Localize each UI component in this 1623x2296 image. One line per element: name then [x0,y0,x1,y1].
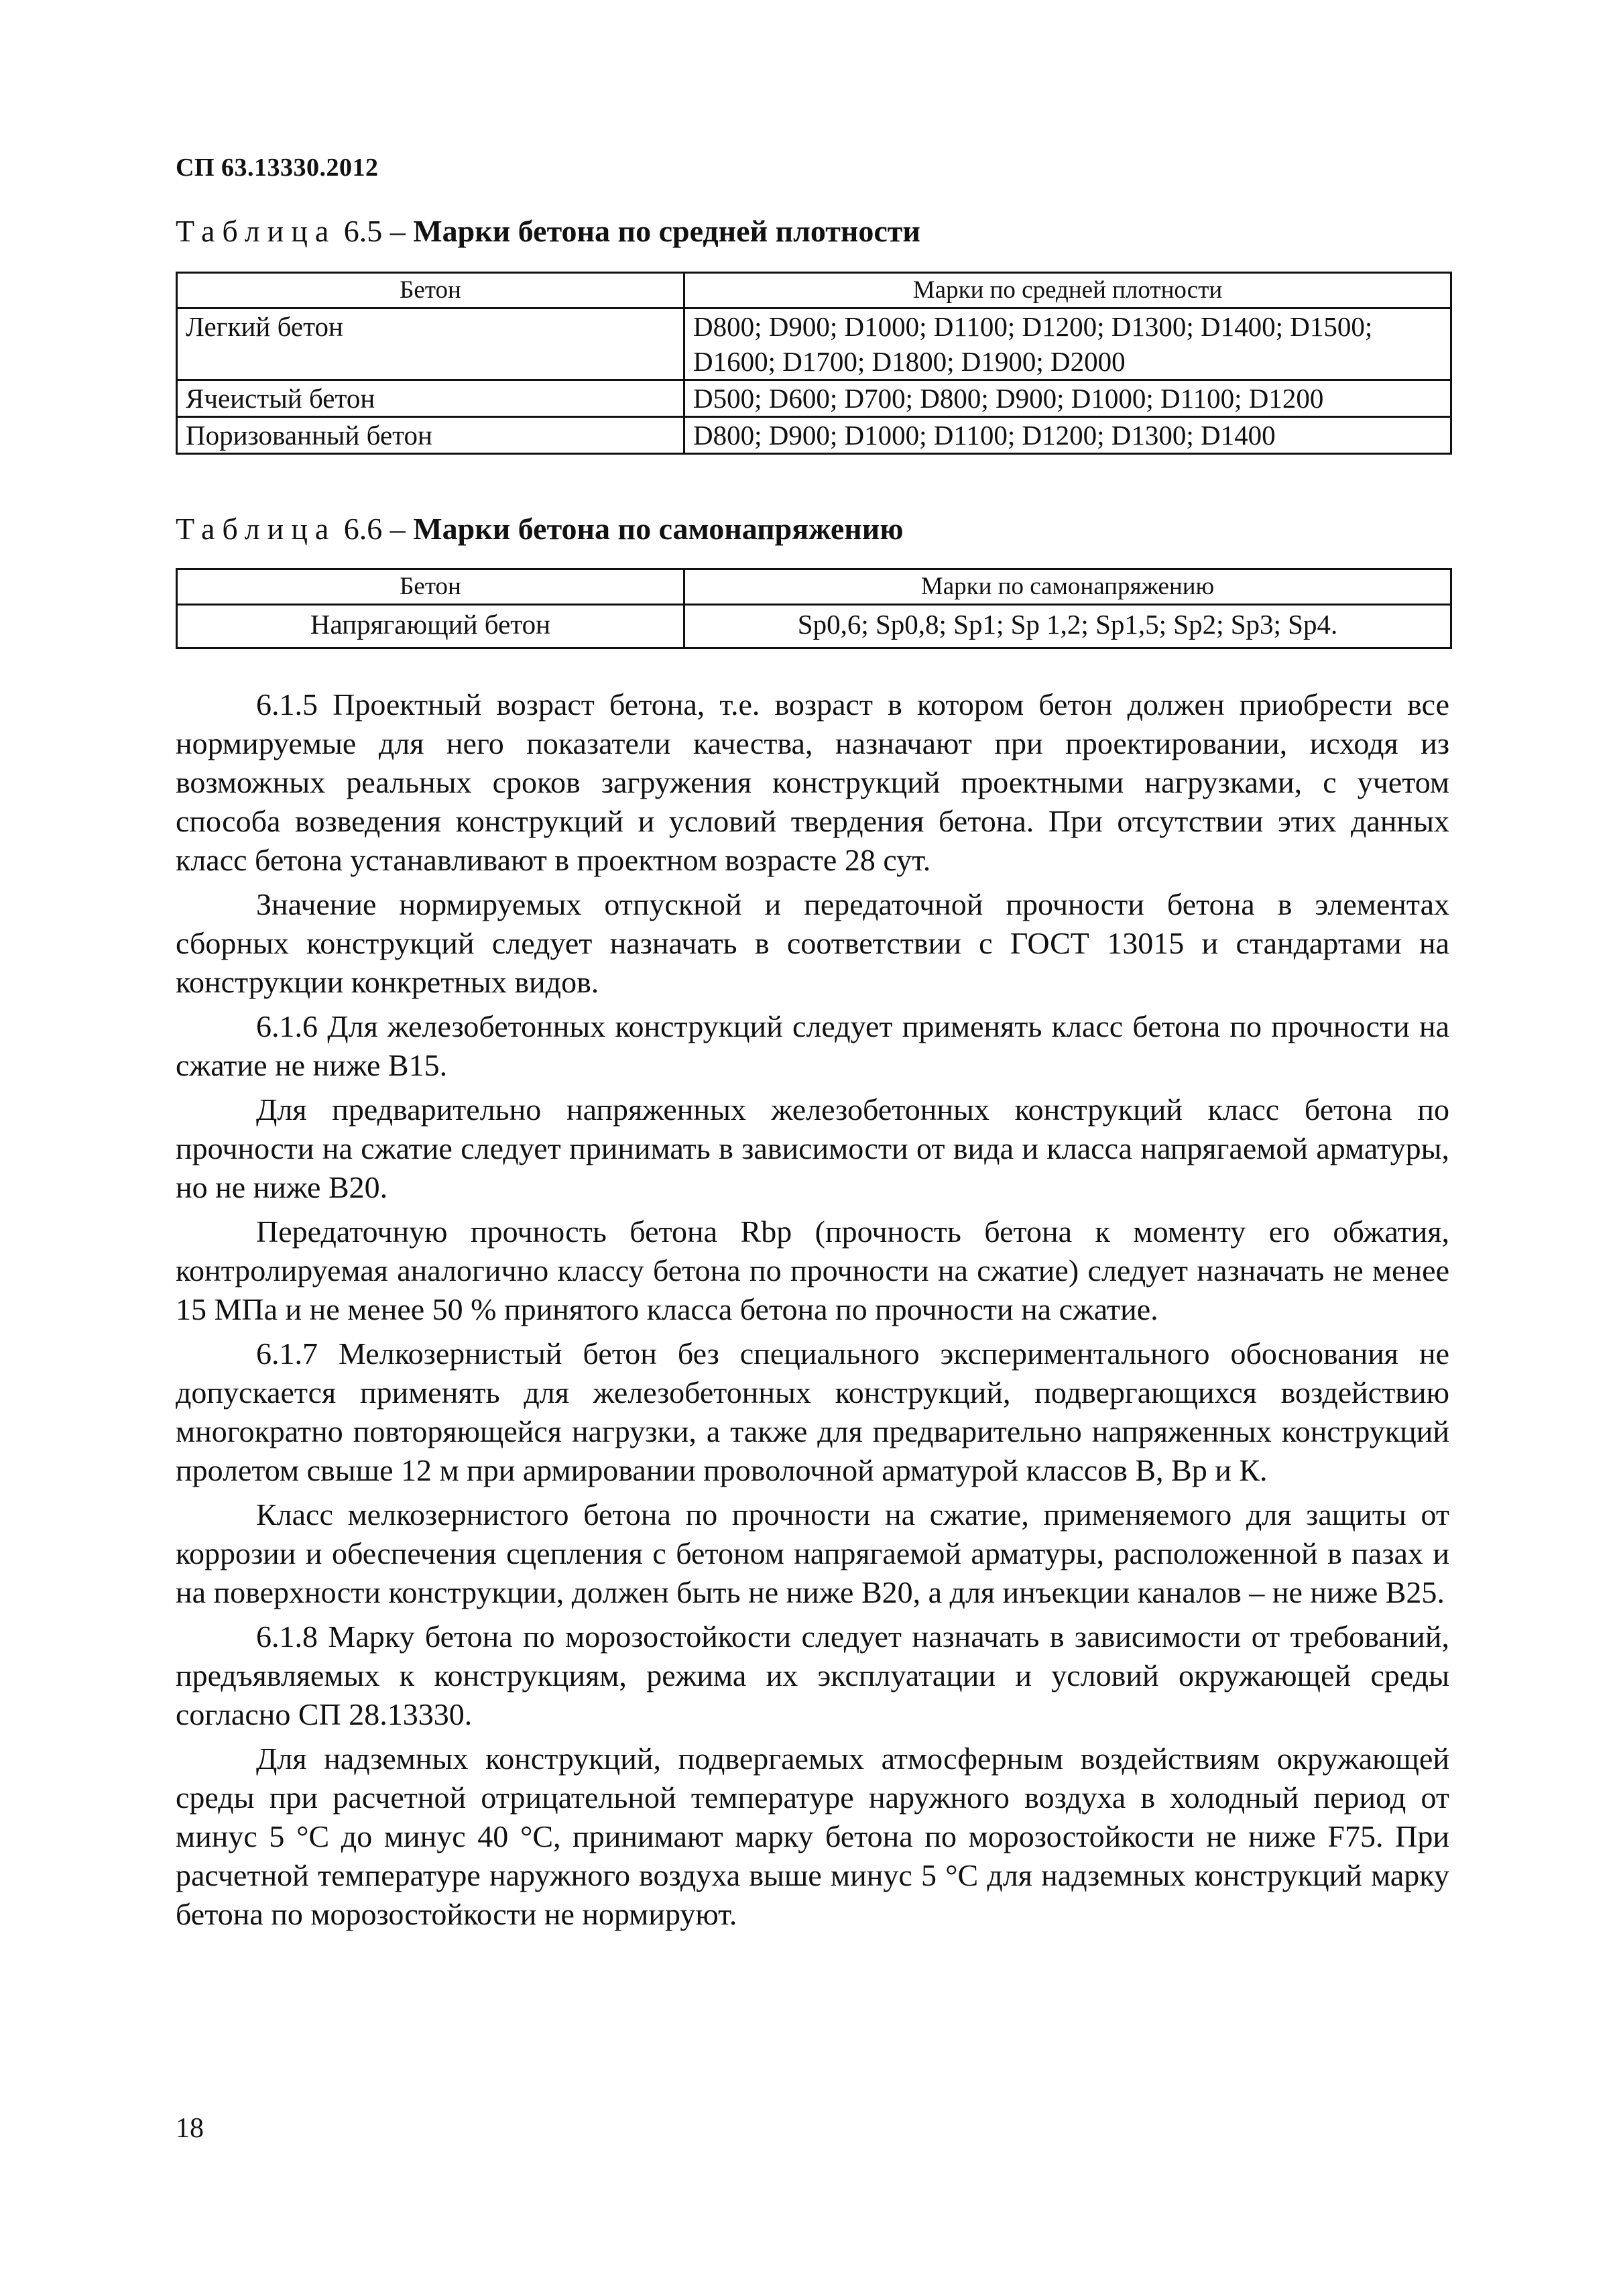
table-6-5-caption [176,213,920,249]
paragraph-6-1-8: 6.1.8 Марку бетона по морозостойкости следует назначать в зависимости от требований, предъявляемых к конструкциям, режима их эксплуатации и условий окружающей среды согласно СП 28.13330. [176,1619,1449,1731]
table-6-6-caption [176,511,903,547]
cell-grades: D500; D600; D700; D800; D900; D1000; D1100; D1200 [684,380,1451,417]
cell-concrete: Поризованный бетон [177,417,684,454]
cell-grades: Sp0,6; Sp0,8; Sp1; Sp 1,2; Sp1,5; Sp2; Sp3; Sp4. [684,605,1451,648]
caption-number: 6.5 – [343,214,406,248]
body-text [176,685,1449,1939]
paragraph: Класс мелкозернистого бетона по прочности на сжатие, применяемого для защиты от коррозии и обеспечения сцепления с бетоном напрягаемой арматуры, расположенной в пазах и на поверхности конструкции, должен быть не ниже В20, а для инъекции каналов – не ниже В25. [176,1497,1449,1609]
table-6-5 [176,272,1452,455]
table-row [177,417,1451,454]
table-row [177,380,1451,417]
paragraph: Значение нормируемых отпускной и передаточной прочности бетона в элементах сборных конструкций следует назначать в соответствии с ГОСТ 13015 и стандартами на конструкции конкретных видов. [176,887,1449,999]
column-header-grades: Марки по самонапряжению [684,569,1451,605]
cell-grades: D800; D900; D1000; D1100; D1200; D1300; D1400; D1500; D1600; D1700; D1800; D1900; D2000 [684,308,1451,380]
paragraph: Для предварительно напряженных железобетонных конструкций класс бетона по прочности на сжатие следует принимать в зависимости от вида и класса напрягаемой арматуры, но не ниже В20. [176,1092,1449,1204]
paragraph-6-1-7: 6.1.7 Мелкозернистый бетон без специального экспериментального обоснования не допускается применять для железобетонных конструкций, подвергающихся воздействию многократно повторяющейся нагрузки, а также для предварительно напряженных конструкций пролетом свыше 12 м при армировании проволочной арматурой классов В, Вр и К. [176,1336,1449,1487]
paragraph-6-1-5: 6.1.5 Проектный возраст бетона, т.е. возраст в котором бетон должен приобрести все нормируемые для него показатели качества, назначают при проектировании, исходя из возможных реальных сроков загружения конструкций проектными нагрузками, с учетом способа возведения конструкций и условий твердения бетона. При отсутствии этих данных класс бетона устанавливают в проектном возрасте 28 сут. [176,687,1449,877]
document-code: СП 63.13330.2012 [176,154,379,182]
table-row [177,308,1451,380]
caption-number: 6.6 – [343,512,406,546]
caption-title: Марки бетона по средней плотности [413,214,920,248]
table-header-row [177,569,1451,605]
caption-word: Таблица [176,214,337,248]
caption-title: Марки бетона по самонапряжению [413,512,904,546]
paragraph-6-1-6: 6.1.6 Для железобетонных конструкций следует применять класс бетона по прочности на сжатие не ниже В15. [176,1009,1449,1082]
cell-grades: D800; D900; D1000; D1100; D1200; D1300; D1400 [684,417,1451,454]
column-header-grades: Марки по средней плотности [684,273,1451,308]
cell-concrete: Легкий бетон [177,308,684,380]
page-number: 18 [176,2113,204,2144]
paragraph: Передаточную прочность бетона Rbp (прочность бетона к моменту его обжатия, контролируемая аналогично классу бетона по прочности на сжатие) следует назначать не менее 15 МПа и не менее 50 % принятого класса бетона по прочности на сжатие. [176,1214,1449,1326]
cell-concrete: Напрягающий бетон [177,605,684,648]
table-header-row [177,273,1451,308]
cell-concrete: Ячеистый бетон [177,380,684,417]
table-row [177,605,1451,648]
caption-word: Таблица [176,512,337,546]
column-header-concrete: Бетон [177,569,684,605]
table-6-6 [176,568,1452,649]
column-header-concrete: Бетон [177,273,684,308]
paragraph: Для надземных конструкций, подвергаемых атмосферным воздействиям окружающей среды при расчетной отрицательной температуре наружного воздуха в холодный период от минус 5 °С до минус 40 °С, принимают марку бетона по морозостойкости не ниже F75. При расчетной температуре наружного воздуха выше минус 5 °С для надземных конструкций марку бетона по морозостойкости не нормируют. [176,1741,1449,1931]
